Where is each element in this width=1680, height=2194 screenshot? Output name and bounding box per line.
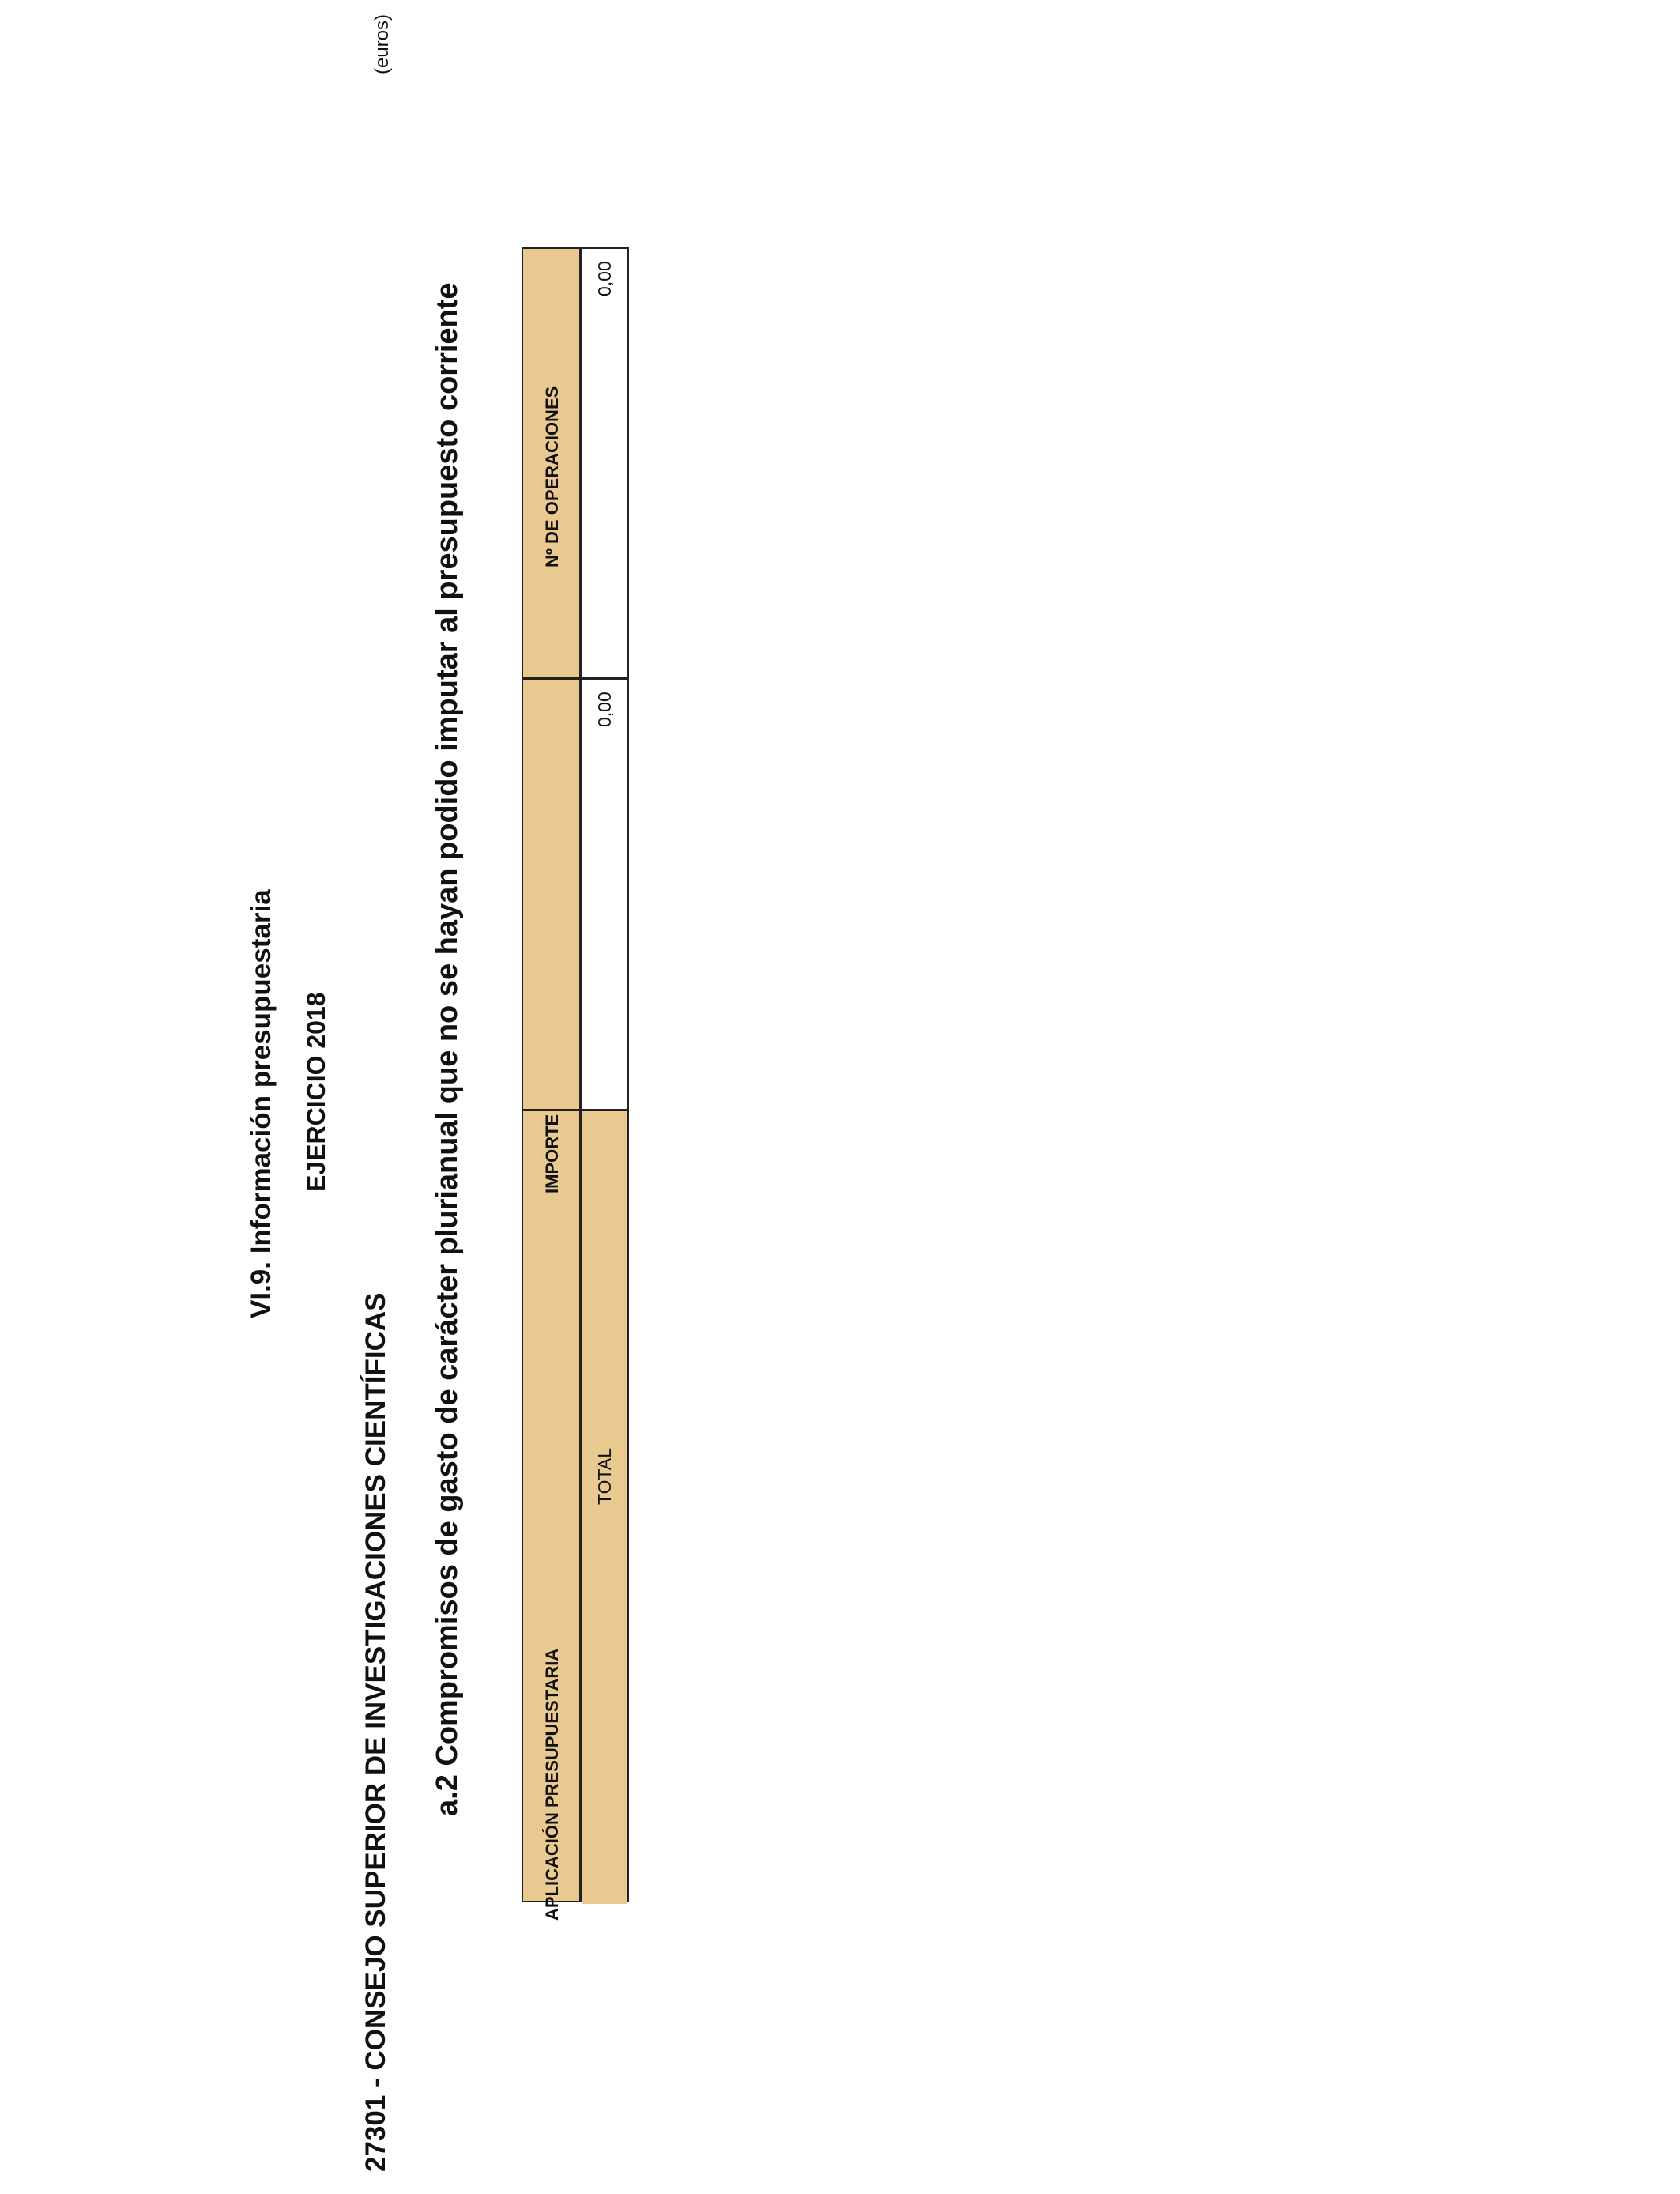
cell-operaciones	[582, 249, 627, 680]
value-importe: 0,00	[594, 692, 615, 727]
page-subtitle: EJERCICIO 2018	[302, 992, 330, 1192]
header-cell-aplicacion	[523, 1111, 579, 1921]
cell-total-label	[582, 1111, 627, 1904]
budget-table	[522, 247, 629, 1921]
header-aplicacion: APLICACIÓN PRESUPUESTARIA	[542, 1648, 562, 1921]
section-title: a.2 Compromisos de gasto de carácter plurianual que no se hayan podido imputar al presupuesto corriente	[431, 282, 464, 1816]
header-cell-importe	[523, 680, 579, 1193]
units-label: (euros)	[371, 13, 393, 74]
value-operaciones: 0,00	[594, 261, 615, 296]
total-label: TOTAL	[594, 1448, 615, 1505]
entity-name: 27301 - CONSEJO SUPERIOR DE INVESTIGACIONES CIENTÍFICAS	[360, 1292, 391, 2172]
cell-importe	[582, 680, 627, 1111]
page-title: VI.9. Información presupuestaria	[246, 889, 277, 1318]
header-cell-operaciones	[523, 249, 579, 680]
table-row-total	[582, 249, 627, 1901]
header-importe: IMPORTE	[542, 1114, 562, 1193]
header-operaciones: Nº DE OPERACIONES	[542, 386, 562, 567]
table-header-row	[523, 249, 582, 1921]
